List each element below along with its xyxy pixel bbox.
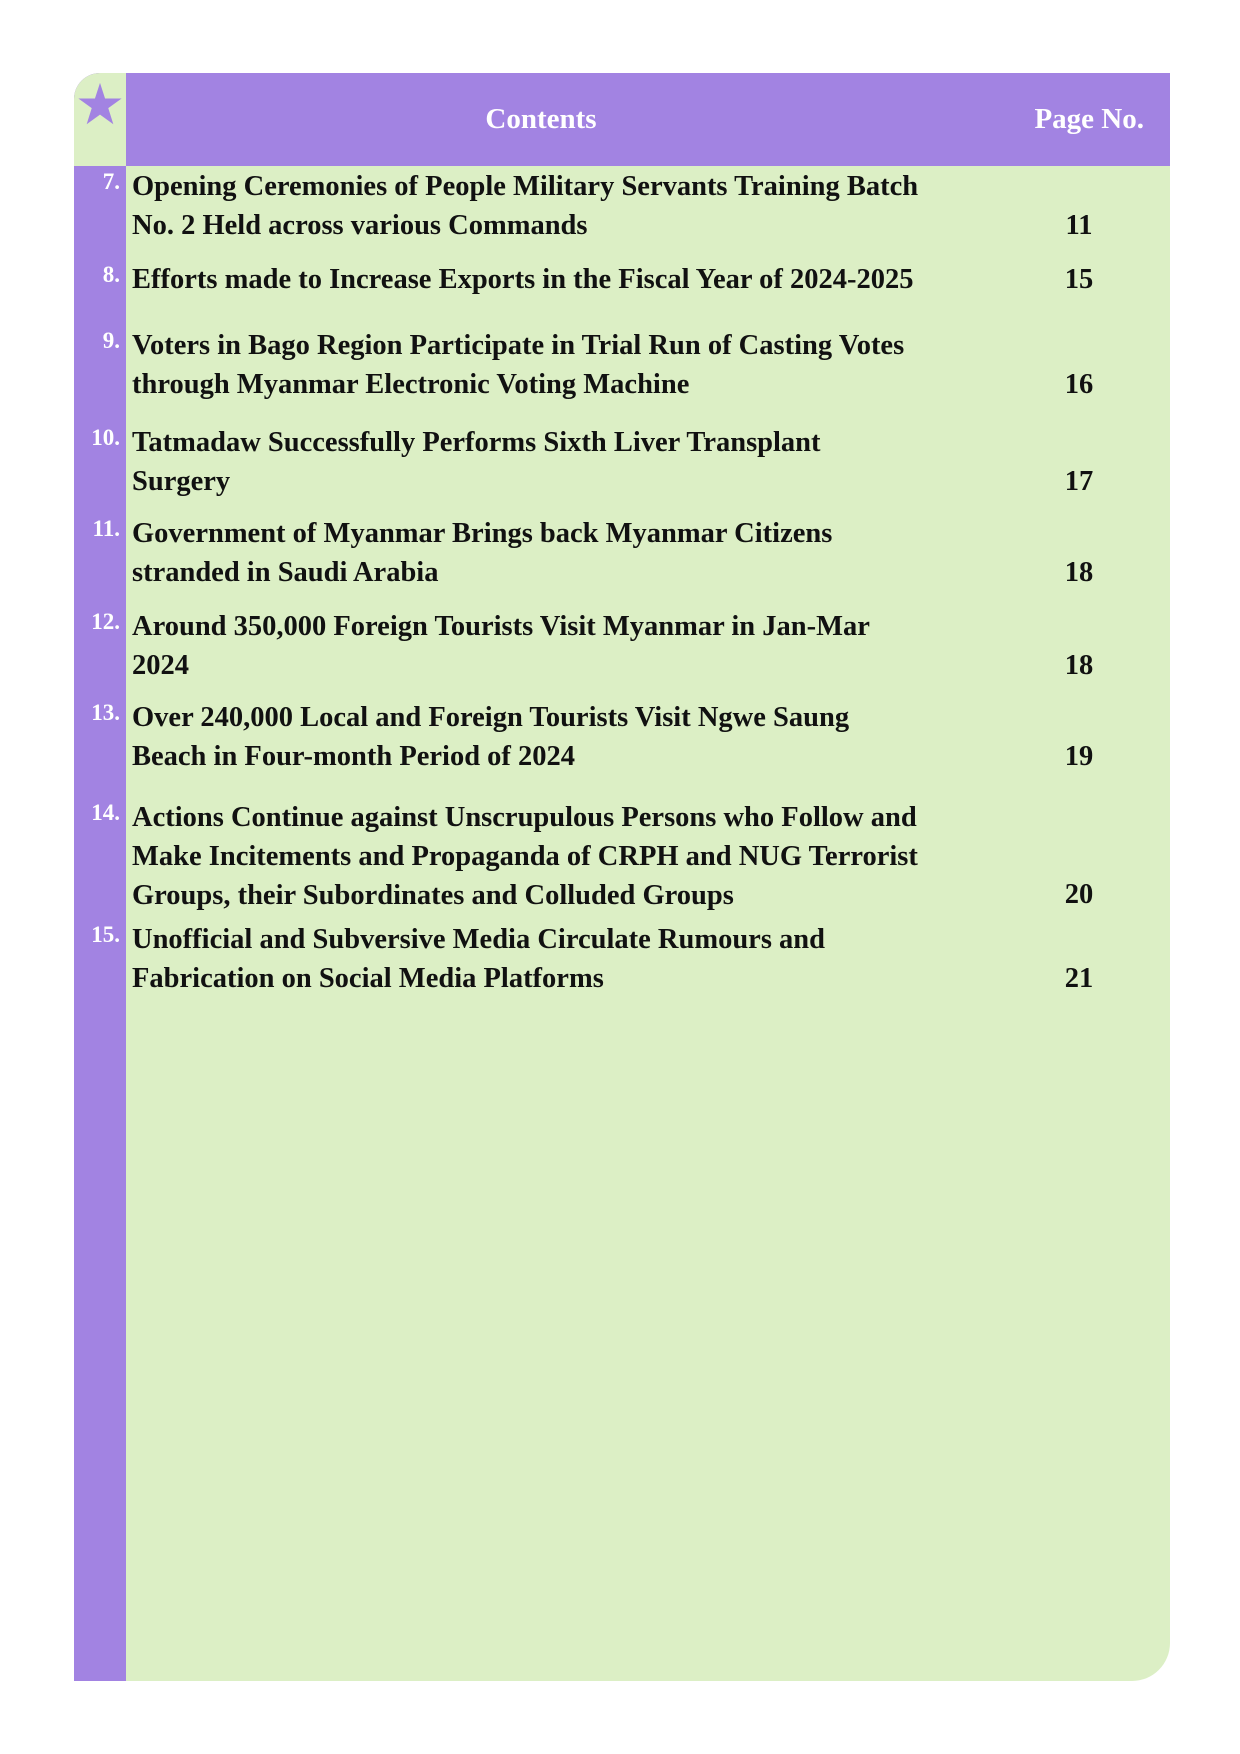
entry-page-number: 18: [1064, 557, 1094, 588]
entry-page-number: 16: [1064, 369, 1094, 400]
entry-number: 10.: [91, 425, 120, 450]
entry-title-line: Voters in Bago Region Participate in Trial Run of Casting Votes: [132, 330, 905, 361]
entry-title-line: Government of Myanmar Brings back Myanmar Citizens: [132, 518, 833, 549]
entry-title-line: Groups, their Subordinates and Colluded Groups: [132, 880, 734, 911]
entry-title-line: Around 350,000 Foreign Tourists Visit Myanmar in Jan-Mar: [132, 611, 870, 642]
entry-title[interactable]: [132, 326, 1072, 404]
entry-title[interactable]: [132, 607, 1072, 685]
entry-page-number: 20: [1064, 879, 1094, 910]
entry-number: 15.: [91, 922, 120, 947]
entry-page-number: 15: [1064, 264, 1094, 295]
entry-title[interactable]: [132, 167, 1072, 245]
entry-title-line: No. 2 Held across various Commands: [132, 210, 588, 241]
side-bar: [74, 73, 126, 1681]
entry-title-line: Beach in Four-month Period of 2024: [132, 741, 576, 772]
entry-number: 9.: [102, 328, 120, 353]
entry-title[interactable]: [132, 698, 1072, 776]
page-no-heading: Page No.: [1034, 103, 1144, 135]
entry-title-line: through Myanmar Electronic Voting Machine: [132, 369, 690, 400]
entry-title-line: Over 240,000 Local and Foreign Tourists Visit Ngwe Saung: [132, 702, 850, 733]
entry-title[interactable]: [132, 260, 1072, 299]
contents-panel: [74, 73, 1170, 1681]
entry-title-line: Surgery: [132, 466, 231, 497]
entry-number: 7.: [102, 169, 120, 194]
entry-title[interactable]: [132, 920, 1072, 998]
corner-block: [74, 73, 126, 166]
entry-page-number: 19: [1064, 741, 1094, 772]
contents-heading: Contents: [485, 103, 597, 135]
entry-title[interactable]: [132, 798, 1072, 915]
entry-number: 8.: [102, 262, 120, 287]
entry-number: 14.: [91, 800, 120, 825]
entry-title-line: stranded in Saudi Arabia: [132, 557, 439, 588]
entry-title-line: Opening Ceremonies of People Military Servants Training Batch: [132, 171, 919, 202]
entry-title-line: 2024: [132, 650, 189, 681]
entry-title-line: Unofficial and Subversive Media Circulate Rumours and: [132, 924, 826, 955]
entry-number: 13.: [91, 700, 120, 725]
entry-title[interactable]: [132, 423, 1072, 501]
entry-page-number: 11: [1065, 210, 1093, 241]
entry-title-line: Fabrication on Social Media Platforms: [132, 963, 604, 994]
entry-title-line: Tatmadaw Successfully Performs Sixth Liver Transplant: [132, 427, 821, 458]
entry-title-line: Efforts made to Increase Exports in the Fiscal Year of 2024-2025: [132, 264, 914, 295]
entry-title[interactable]: [132, 514, 1072, 592]
entry-number: 11.: [92, 516, 120, 541]
entry-title-line: Make Incitements and Propaganda of CRPH and NUG Terrorist: [132, 841, 918, 872]
entry-number: 12.: [91, 609, 120, 634]
entry-page-number: 18: [1064, 650, 1094, 681]
star-icon: [77, 81, 123, 127]
entry-page-number: 17: [1064, 466, 1094, 497]
entry-title-line: Actions Continue against Unscrupulous Persons who Follow and: [132, 802, 917, 833]
entry-page-number: 21: [1064, 963, 1094, 994]
